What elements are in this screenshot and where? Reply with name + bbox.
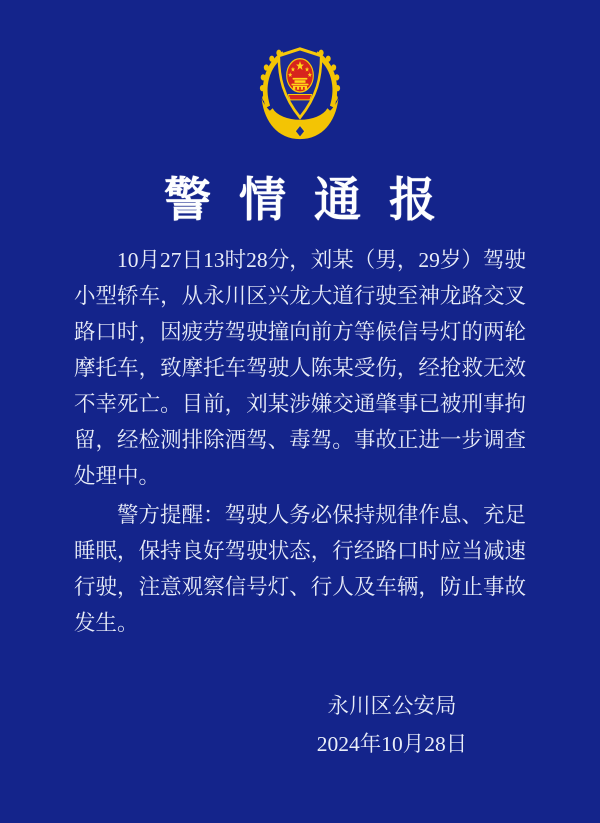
issue-date: 2024年10月28日 <box>316 731 468 756</box>
notice-paragraph-reminder: 警方提醒：驾驶人务必保持规律作息、充足睡眠，保持良好驾驶状态，行经路口时应当减速行驶，注意观察信号灯、行人及车辆，防止事故发生。 <box>74 503 526 635</box>
notice-paragraph-incident: 10月27日13时28分，刘某（男，29岁）驾驶小型轿车，从永川区兴龙大道行驶至神龙路交叉路口时，因疲劳驾驶撞向前方等候信号灯的两轮摩托车，致摩托车驾驶人陈某受伤，经抢救无效不幸死亡。目前，刘某涉嫌交通肇事已被刑事拘留，经检测排除酒驾、毒驾。事故正进一步调查处理中。 <box>74 248 526 488</box>
notice-title: 警情通报 <box>164 175 464 227</box>
notice-body <box>74 242 526 641</box>
police-badge-icon <box>253 44 347 144</box>
signature-block <box>306 688 478 763</box>
police-badge-emblem <box>0 44 600 144</box>
issuer-name: 永川区公安局 <box>327 694 457 718</box>
